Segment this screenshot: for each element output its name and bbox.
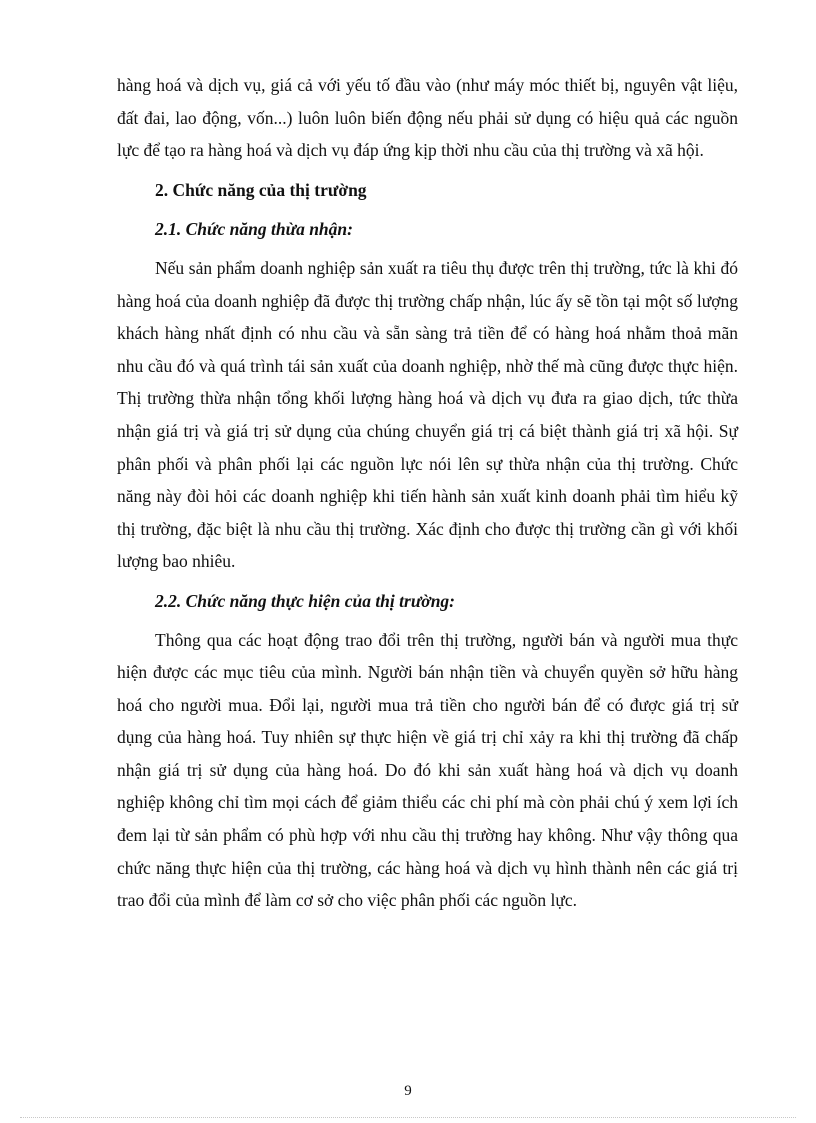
subsection-heading-recognition: 2.1. Chức năng thừa nhận: xyxy=(155,219,353,240)
subsection-heading-realization: 2.2. Chức năng thực hiện của thị trường: xyxy=(155,590,456,611)
page-number: 9 xyxy=(404,1083,412,1099)
page-bottom-divider xyxy=(20,1117,796,1118)
paragraph-recognition-function: Nếu sản phẩm doanh nghiệp sản xuất ra tiêu thụ được trên thị trường, tức là khi đó hàng hoá của doanh nghiệp đã được thị trường chấp nhận, lúc ấy sẽ tồn tại một số lượng khách hàng nhất định có nhu cầu và sẵn sàng trả tiền để có hàng hoá nhằm thoả mãn nhu cầu đó và quá trình tái sản xuất của doanh nghiệp, nhờ thế mà cũng được thực hiện. Thị trường thừa nhận tổng khối lượng hàng hoá và dịch vụ đưa ra giao dịch, tức thừa nhận giá trị và giá trị sử dụng của chúng chuyển giá trị cá biệt thành giá trị xã hội. Sự phân phối và phân phối lại các nguồn lực nói lên sự thừa nhận của thị trường. Chức năng này đòi hỏi các doanh nghiệp khi tiến hành sản xuất kinh doanh phải tìm hiểu kỹ thị trường, đặc biệt là nhu cầu thị trường. Xác định cho được thị trường cần gì với khối lượng bao nhiêu. xyxy=(117,257,738,572)
section-heading: 2. Chức năng của thị trường xyxy=(155,179,367,200)
paragraph-continued: hàng hoá và dịch vụ, giá cả với yếu tố đầu vào (như máy móc thiết bị, nguyên vật liệu, đất đai, lao động, vốn...) luôn luôn biến động nếu phải sử dụng có hiệu quả các nguồn lực để tạo ra hàng hoá và dịch vụ đáp ứng kịp thời nhu cầu của thị trường và xã hội. xyxy=(117,75,738,161)
paragraph-realization-function: Thông qua các hoạt động trao đổi trên thị trường, người bán và người mua thực hiện được các mục tiêu của mình. Người bán nhận tiền và chuyển quyền sở hữu hàng hoá cho người mua. Đổi lại, người mua trả tiền cho người bán để có được giá trị sử dụng của hàng hoá. Tuy nhiên sự thực hiện về giá trị chỉ xảy ra khi thị trường đã chấp nhận giá trị sử dụng của hàng hoá. Do đó khi sản xuất hàng hoá và dịch vụ doanh nghiệp không chỉ tìm mọi cách để giảm thiểu các chi phí mà còn phải chú ý xem lợi ích đem lại từ sản phẩm có phù hợp với nhu cầu thị trường hay không. Như vậy thông qua chức năng thực hiện của thị trường, các hàng hoá và dịch vụ hình thành nên các giá trị trao đổi của mình để làm cơ sở cho việc phân phối các nguồn lực. xyxy=(117,629,738,911)
page-content xyxy=(117,69,738,917)
